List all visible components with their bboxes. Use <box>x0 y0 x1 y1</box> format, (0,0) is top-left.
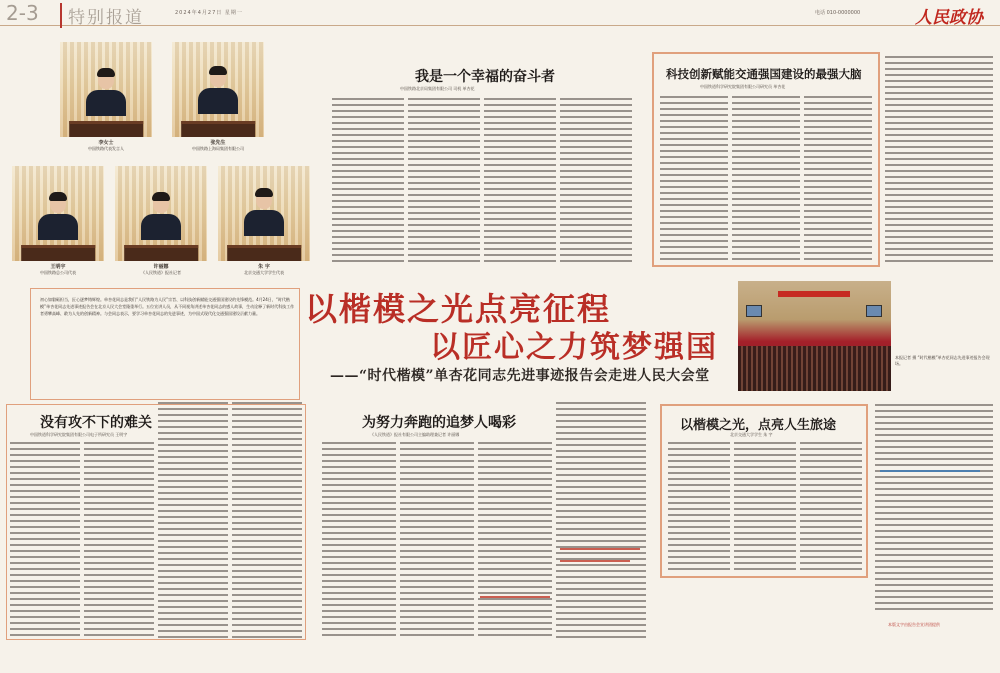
hall-photo-caption: 本报记者 摄 “时代楷模”单杏花同志先进事迹报告会现场。 <box>895 355 990 366</box>
article-byline: 中国铁道科学研究院集团有限公司研究员 单杏花 <box>700 84 786 89</box>
article-headline: 科技创新赋能交通强国建设的最强大脑 <box>666 67 862 81</box>
article-column <box>560 98 632 266</box>
article-column <box>668 442 730 572</box>
page-number: 2-3 <box>6 1 39 25</box>
banner-subtitle: ——“时代楷模”单杏花同志先进事迹报告会走进人民大会堂 <box>330 368 710 384</box>
article-byline: 中国铁路北京局集团有限公司 司机 单杏花 <box>400 86 475 91</box>
banner-title-line2: 以匠心之力筑梦强国 <box>430 330 718 365</box>
article-byline: 中国铁道科学研究院集团有限公司电子所研究员 王明宇 <box>30 432 128 437</box>
speaker-photo <box>172 42 264 137</box>
article-headline: 以楷模之光，点亮人生旅途 <box>680 418 837 433</box>
article-column <box>484 98 556 266</box>
speaker-photo <box>115 166 207 261</box>
article-headline: 没有攻不下的难关 <box>40 415 152 431</box>
speaker-photo <box>12 166 104 261</box>
article-column <box>804 96 872 262</box>
date-line: 2024年4月27日 星期一 <box>175 10 243 16</box>
article-frame <box>6 404 306 640</box>
hall-photo <box>738 281 891 391</box>
editor-line: 电话 010-0000000 <box>815 10 861 16</box>
article-headline: 我是一个幸福的奋斗者 <box>415 69 555 85</box>
article-column <box>556 402 646 638</box>
speaker-photo <box>60 42 152 137</box>
article-column <box>322 442 396 638</box>
article-column <box>885 56 993 266</box>
article-column <box>800 442 862 572</box>
article-headline: 为努力奔跑的追梦人喝彩 <box>362 415 516 431</box>
banner-title-line1: 以楷模之光点亮征程 <box>305 290 612 328</box>
section-title: 特别报道 <box>60 3 144 28</box>
article-byline: 《人民铁道》报社有限公司主编助理兼记者 许丽娜 <box>370 432 460 437</box>
intro-text: 初心如磐砺担当，匠心逐梦铸辉煌。单杏花同志是我们“人民铁路为人民”宗旨、以科技创新赋能交通强国建设的先锋模范。4月24日，“时代楷模”单杏花同志先进事迹报告会在北京人民大会堂隆重举行。五位宣讲人员，从不同视角讲述单杏花同志的感人故事，生动诠释了新时代科技工作者勇攀高峰、敢为人先的创新精神。与会同志表示，要学习单杏花同志的先进事迹，为中国式现代化交通强国建设贡献力量。 <box>40 297 295 316</box>
footer-note: 本版文字由报告会宣讲团提供 <box>888 622 940 627</box>
article-column <box>332 98 404 266</box>
article-byline: 北京交通大学学生 朱 宇 <box>730 432 773 437</box>
text-highlight <box>480 596 550 598</box>
speaker-photo <box>218 166 310 261</box>
text-highlight <box>560 560 630 562</box>
article-column <box>875 404 993 614</box>
newspaper-logo: 人民政协 <box>915 8 983 28</box>
article-column <box>400 442 474 638</box>
photo-caption: 许丽娜 《人民铁道》报社记者 <box>141 264 181 275</box>
article-column <box>734 442 796 572</box>
photo-caption: 王明宇 中国铁路总公司代表 <box>40 264 76 275</box>
photo-caption: 朱 宇 北京交通大学学生代表 <box>244 264 284 275</box>
article-column <box>478 442 552 638</box>
text-highlight <box>880 470 980 472</box>
photo-caption: 李女士 中国铁路代表发言人 <box>88 140 124 151</box>
article-column <box>732 96 800 262</box>
text-highlight <box>560 548 640 550</box>
article-column <box>660 96 728 262</box>
photo-caption: 张先生 中国铁路上海局集团有限公司 <box>192 140 244 151</box>
article-column <box>408 98 480 266</box>
